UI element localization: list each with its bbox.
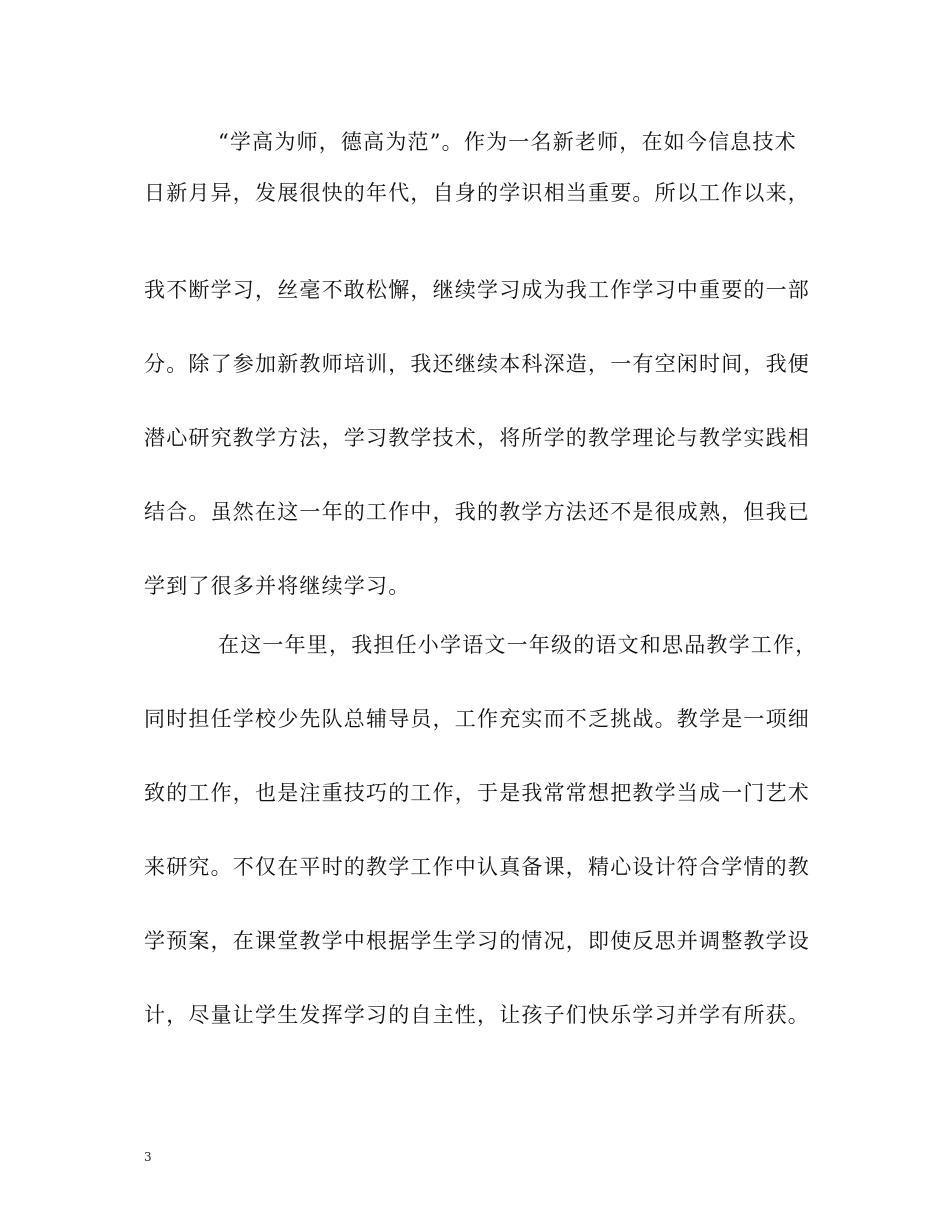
page-number: 3	[144, 1150, 152, 1164]
paragraph-2-line-2: 同时担任学校少先队总辅导员，工作充实而不乏挑战。教学是一项细	[144, 707, 810, 731]
paragraph-2-line-3: 致的工作，也是注重技巧的工作，于是我常常想把教学当成一门艺术	[144, 781, 810, 805]
paragraph-2-line-4: 来研究。不仅在平时的教学工作中认真备课，精心设计符合学情的教	[144, 855, 810, 879]
paragraph-1-line-1: “学高为师，德高为范”。作为一名新老师，在如今信息技术	[218, 130, 797, 154]
paragraph-1-line-4: 分。除了参加新教师培训，我还继续本科深造，一有空闲时间，我便	[144, 352, 810, 376]
paragraph-1-line-7: 学到了很多并将继续学习。	[144, 574, 411, 598]
paragraph-2-line-6: 计，尽量让学生发挥学习的自主性，让孩子们快乐学习并学有所获。	[144, 1003, 810, 1027]
paragraph-2-line-5: 学预案，在课堂教学中根据学生学习的情况，即使反思并调整教学设	[144, 929, 810, 953]
paragraph-2-line-1: 在这一年里，我担任小学语文一年级的语文和思品教学工作，	[218, 633, 818, 657]
paragraph-1-line-2: 日新月异，发展很快的年代，自身的学识相当重要。所以工作以来，	[144, 181, 810, 205]
paragraph-1-line-6: 结合。虽然在这一年的工作中，我的教学方法还不是很成熟，但我已	[144, 500, 810, 524]
paragraph-1-line-5: 潜心研究教学方法，学习教学技术，将所学的教学理论与教学实践相	[144, 426, 810, 450]
paragraph-1-line-3: 我不断学习，丝毫不敢松懈，继续学习成为我工作学习中重要的一部	[144, 278, 810, 302]
